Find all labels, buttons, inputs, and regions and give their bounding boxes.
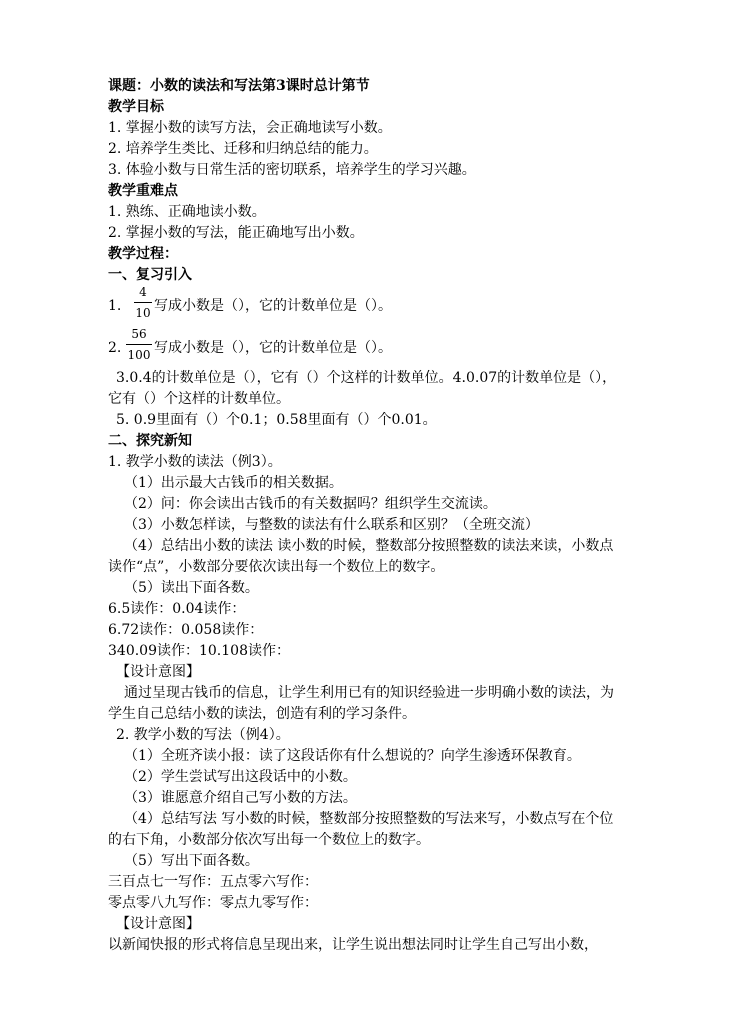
fraction-bar xyxy=(134,302,152,303)
read-step: （1）出示最大古钱币的相关数据。 xyxy=(124,475,343,491)
process-heading: 教学过程： xyxy=(108,246,178,262)
explore-heading: 二、探究新知 xyxy=(108,433,192,449)
design-intent-text: 通过呈现古钱币的信息，让学生利用已有的知识经验进一步明确小数的读法，为 xyxy=(124,685,614,701)
write-step: （2）学生尝试写出这段话中的小数。 xyxy=(124,769,357,785)
write-step: （4）总结写法 写小数的时候，整数部分按照整数的写法来写，小数点写在个位 xyxy=(124,811,614,827)
read-step: （2）问：你会读出古钱币的有关数据吗？组织学生交流读。 xyxy=(124,496,497,512)
review-heading: 一、复习引入 xyxy=(108,267,192,283)
fraction-denominator: 100 xyxy=(127,348,151,362)
read-step: （3）小数怎样读，与整数的读法有什么联系和区别？（全班交流） xyxy=(124,517,539,533)
question-number: 1. xyxy=(108,298,122,314)
fraction xyxy=(134,284,152,321)
fraction-numerator: 56 xyxy=(131,327,147,341)
key-point: 1. 熟练、正确地读小数。 xyxy=(108,204,266,220)
goal-item: 2. 培养学生类比、迁移和归纳总结的能力。 xyxy=(108,141,378,157)
question-number: 2. xyxy=(108,340,122,356)
write-section-title: 2. 教学小数的写法（例4）。 xyxy=(116,727,290,743)
read-step-cont: 读作“点”，小数部分要依次读出每一个数位上的数字。 xyxy=(108,559,445,575)
goal-item: 3. 体验小数与日常生活的密切联系，培养学生的学习兴趣。 xyxy=(108,162,476,178)
read-step: （4）总结出小数的读法 读小数的时候，整数部分按照整数的读法来读，小数点 xyxy=(124,538,614,554)
fraction-numerator: 4 xyxy=(139,285,147,299)
review-question-5: 5. 0.9里面有（）个0.1；0.58里面有（）个0.01。 xyxy=(116,412,437,428)
fraction-denominator: 10 xyxy=(135,306,151,320)
write-exercise: 三百点七一写作：五点零六写作： xyxy=(108,874,318,890)
read-section-title: 1. 教学小数的读法（例3）。 xyxy=(108,454,282,470)
read-step: （5）读出下面各数。 xyxy=(124,580,259,596)
fraction xyxy=(126,326,152,363)
goal-item: 1. 掌握小数的读写方法，会正确地读写小数。 xyxy=(108,120,392,136)
write-step-cont: 的右下角，小数部分依次写出每一个数位上的数字。 xyxy=(108,832,430,848)
review-question-3: 3.0.4的计数单位是（），它有（）个这样的计数单位。4.0.07的计数单位是（）， xyxy=(116,370,617,386)
review-question-2 xyxy=(108,326,668,370)
design-intent-label: 【设计意图】 xyxy=(116,664,200,680)
review-question-3-cont: 它有（）个这样的计数单位。 xyxy=(108,391,290,407)
fraction-bar xyxy=(126,344,152,345)
question-text: 写成小数是（），它的计数单位是（）。 xyxy=(154,298,392,314)
design-intent-text: 以新闻快报的形式将信息呈现出来，让学生说出想法同时让学生自己写出小数， xyxy=(108,937,598,953)
write-exercise: 零点零八九写作：零点九零写作： xyxy=(108,895,318,911)
design-intent-label: 【设计意图】 xyxy=(116,916,200,932)
write-step: （5）写出下面各数。 xyxy=(124,853,259,869)
write-step: （3）谁愿意介绍自己写小数的方法。 xyxy=(124,790,357,806)
design-intent-text-cont: 学生自己总结小数的读法，创造有利的学习条件。 xyxy=(108,706,416,722)
key-heading: 教学重难点 xyxy=(108,183,178,199)
review-question-1 xyxy=(108,284,668,328)
write-step: （1）全班齐读小报：读了这段话你有什么想说的？向学生渗透环保教育。 xyxy=(124,748,581,764)
read-exercise: 340.09读作：10.108读作： xyxy=(108,643,290,659)
question-text: 写成小数是（），它的计数单位是（）。 xyxy=(154,340,392,356)
goals-heading: 教学目标 xyxy=(108,99,164,115)
read-exercise: 6.72读作：0.058读作： xyxy=(108,622,264,638)
lesson-title: 课题：小数的读法和写法第3课时总计第节 xyxy=(108,78,370,94)
read-exercise: 6.5读作：0.04读作： xyxy=(108,601,246,617)
key-point: 2. 掌握小数的写法，能正确地写出小数。 xyxy=(108,225,364,241)
